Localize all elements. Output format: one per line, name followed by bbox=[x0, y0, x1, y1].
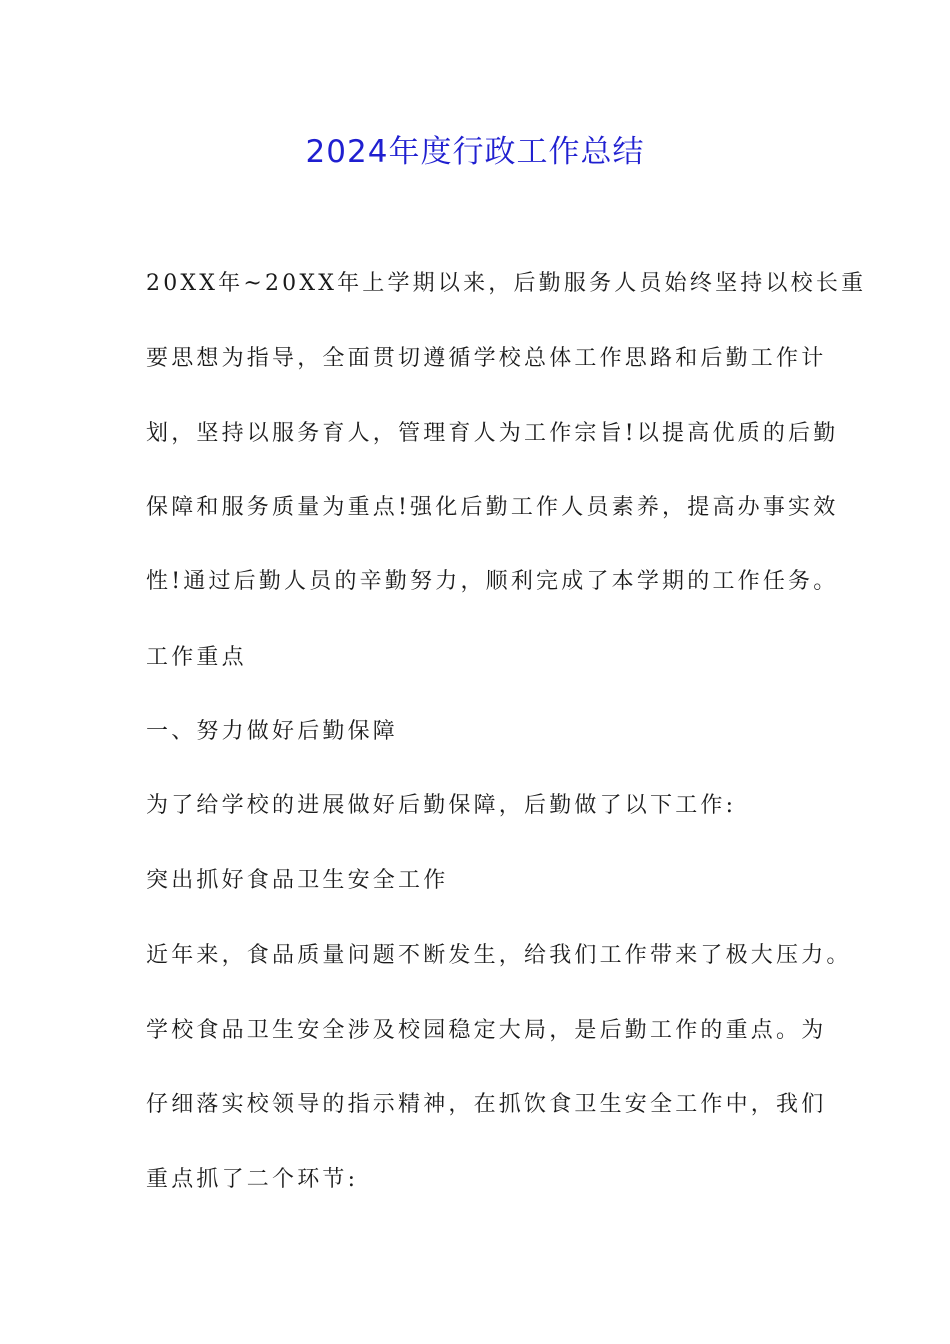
body-line-13: 重点抓了二个环节: bbox=[146, 1167, 359, 1192]
body-line-12: 仔细落实校领导的指示精神，在抓饮食卫生安全工作中，我们 bbox=[146, 1092, 827, 1117]
body-line-11: 学校食品卫生安全涉及校园稳定大局，是后勤工作的重点。为 bbox=[146, 1018, 827, 1043]
body-line-4: 保障和服务质量为重点!强化后勤工作人员素养，提高办事实效 bbox=[146, 495, 839, 520]
body-line-10: 近年来，食品质量问题不断发生，给我们工作带来了极大压力。 bbox=[146, 943, 852, 968]
body-line-8: 为了给学校的进展做好后勤保障，后勤做了以下工作: bbox=[146, 793, 737, 818]
section-heading-work-focus: 工作重点 bbox=[146, 645, 247, 670]
body-line-5: 性!通过后勤人员的辛勤努力，顺利完成了本学期的工作任务。 bbox=[146, 569, 839, 594]
subsection-heading-1: 一、努力做好后勤保障 bbox=[146, 719, 399, 744]
body-line-2: 要思想为指导，全面贯切遵循学校总体工作思路和后勤工作计 bbox=[146, 346, 827, 371]
body-line-1: 20XX年~20XX年上学期以来，后勤服务人员始终坚持以校长重 bbox=[146, 271, 867, 296]
subsection-heading-food-safety: 突出抓好食品卫生安全工作 bbox=[146, 868, 449, 893]
document-title: 2024年度行政工作总结 bbox=[305, 134, 645, 170]
body-line-3: 划，坚持以服务育人，管理育人为工作宗旨!以提高优质的后勤 bbox=[146, 421, 839, 446]
